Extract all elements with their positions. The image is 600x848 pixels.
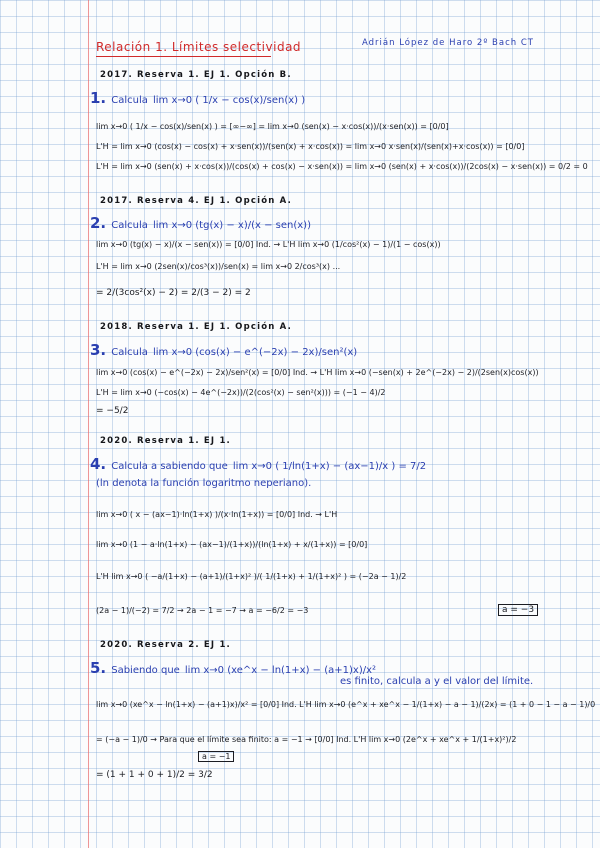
exercise-1-work-line-3: L'H = lim x→0 (sen(x) + x·cos(x))/(cos(x) + cos(x) − x·sen(x)) = lim x→0 (sen(x) + x·cos(x))/(2cos(x) − x·sen(x)) = 0/2 = 0: [96, 162, 588, 171]
exercise-1-number: 1.: [90, 89, 107, 107]
exercise-1: [90, 88, 305, 107]
exercise-1-statement: Calcula: [111, 95, 148, 106]
exercise-5-boxed-result: a = −1: [198, 751, 234, 762]
title-underline: [96, 56, 271, 57]
exercise-3-number: 3.: [90, 341, 107, 359]
exercise-1-work-line-2: L'H = lim x→0 (cos(x) − cos(x) + x·sen(x))/(sen(x) + x·cos(x)) = lim x→0 x·sen(x)/(sen(x)+x·cos(x)) = [0/0]: [96, 142, 525, 151]
section-5-heading: 2020. Reserva 2. EJ 1.: [100, 640, 231, 650]
exercise-4-work-line-2: lim x→0 (1 − a·ln(1+x) − (ax−1)/(1+x))/(ln(1+x) + x/(1+x)) = [0/0]: [96, 540, 368, 549]
exercise-2-expression: lim x→0 (tg(x) − x)/(x − sen(x)): [152, 220, 311, 231]
exercise-5-note: es finito, calcula a y el valor del límite.: [340, 676, 534, 687]
exercise-1-expression: lim x→0 ( 1/x − cos(x)/sen(x) ): [152, 95, 306, 106]
exercise-4: [90, 454, 426, 473]
exercise-4-work-line-4: (2a − 1)/(−2) = 7/2 → 2a − 1 = −7 → a = −6/2 = −3: [96, 606, 309, 615]
exercise-2: [90, 213, 311, 232]
exercise-5-statement: Sabiendo que: [111, 665, 180, 676]
exercise-4-boxed-result: a = −3: [498, 604, 538, 616]
exercise-3-statement: Calcula: [111, 347, 148, 358]
exercise-4-statement: Calcula a sabiendo que: [111, 461, 228, 472]
exercise-5-work-line-2: = (−a − 1)/0 → Para que el límite sea finito: a = −1 → [0/0] Ind. L'H lim x→0 (2e^x + xe^x + 1/(1+x)²)/2: [96, 735, 517, 744]
exercise-5-expression: lim x→0 (xe^x − ln(1+x) − (a+1)x)/x²: [184, 665, 377, 676]
section-4-heading: 2020. Reserva 1. EJ 1.: [100, 436, 231, 446]
exercise-4-expression: lim x→0 ( 1/ln(1+x) − (ax−1)/x ) = 7/2: [232, 461, 427, 472]
margin-line: [88, 0, 89, 848]
exercise-4-work-line-3: L'H lim x→0 ( −a/(1+x) − (a+1)/(1+x)² )/( 1/(1+x) + 1/(1+x)² ) = (−2a − 1)/2: [96, 572, 407, 581]
exercise-2-work-line-1: lim x→0 (tg(x) − x)/(x − sen(x)) = [0/0] Ind. → L'H lim x→0 (1/cos²(x) − 1)/(1 − cos(x)): [96, 240, 441, 249]
section-3-heading: 2018. Reserva 1. EJ 1. Opción A.: [100, 322, 293, 332]
section-2-heading: 2017. Reserva 4. EJ 1. Opción A.: [100, 196, 293, 206]
exercise-2-work-line-2: L'H = lim x→0 (2sen(x)/cos³(x))/sen(x) = lim x→0 2/cos³(x) ...: [96, 262, 341, 271]
exercise-4-number: 4.: [90, 455, 107, 473]
exercise-3-work-line-2: L'H = lim x→0 (−cos(x) − 4e^(−2x))/(2(cos²(x) − sen²(x))) = (−1 − 4)/2: [96, 388, 386, 397]
exercise-5: [90, 658, 376, 677]
exercise-4-work-line-1: lim x→0 ( x − (ax−1)·ln(1+x) )/(x·ln(1+x)) = [0/0] Ind. → L'H: [96, 510, 338, 519]
page-title: Relación 1. Límites selectividad: [96, 40, 302, 54]
exercise-5-number: 5.: [90, 659, 107, 677]
exercise-2-statement: Calcula: [111, 220, 148, 231]
author-name: Adrián López de Haro 2º Bach CT: [362, 38, 534, 48]
exercise-3-expression: lim x→0 (cos(x) − e^(−2x) − 2x)/sen²(x): [152, 347, 358, 358]
exercise-2-number: 2.: [90, 214, 107, 232]
section-1-heading: 2017. Reserva 1. EJ 1. Opción B.: [100, 70, 292, 80]
exercise-5-work-line-1: lim x→0 (xe^x − ln(1+x) − (a+1)x)/x² = [0/0] Ind. L'H lim x→0 (e^x + xe^x − 1/(1+x) − a − 1)/(2x) = (1 + 0 − 1 − a − 1)/0: [96, 700, 596, 709]
exercise-3: [90, 340, 357, 359]
exercise-1-work-line-1: lim x→0 ( 1/x − cos(x)/sen(x) ) = [∞−∞] = lim x→0 (sen(x) − x·cos(x))/(x·sen(x)) = [0/0]: [96, 122, 449, 131]
exercise-5-work-line-3: = (1 + 1 + 0 + 1)/2 = 3/2: [96, 770, 213, 780]
exercise-2-work-line-3: = 2/(3cos²(x) − 2) = 2/(3 − 2) = 2: [96, 288, 251, 298]
exercise-3-work-line-1: lim x→0 (cos(x) − e^(−2x) − 2x)/sen²(x) = [0/0] Ind. → L'H lim x→0 (−sen(x) + 2e^(−2x) − 2)/(2sen(x)cos(x)): [96, 368, 539, 377]
exercise-3-work-line-3: = −5/2: [96, 406, 129, 416]
exercise-4-note: (ln denota la función logaritmo neperiano).: [96, 478, 312, 489]
